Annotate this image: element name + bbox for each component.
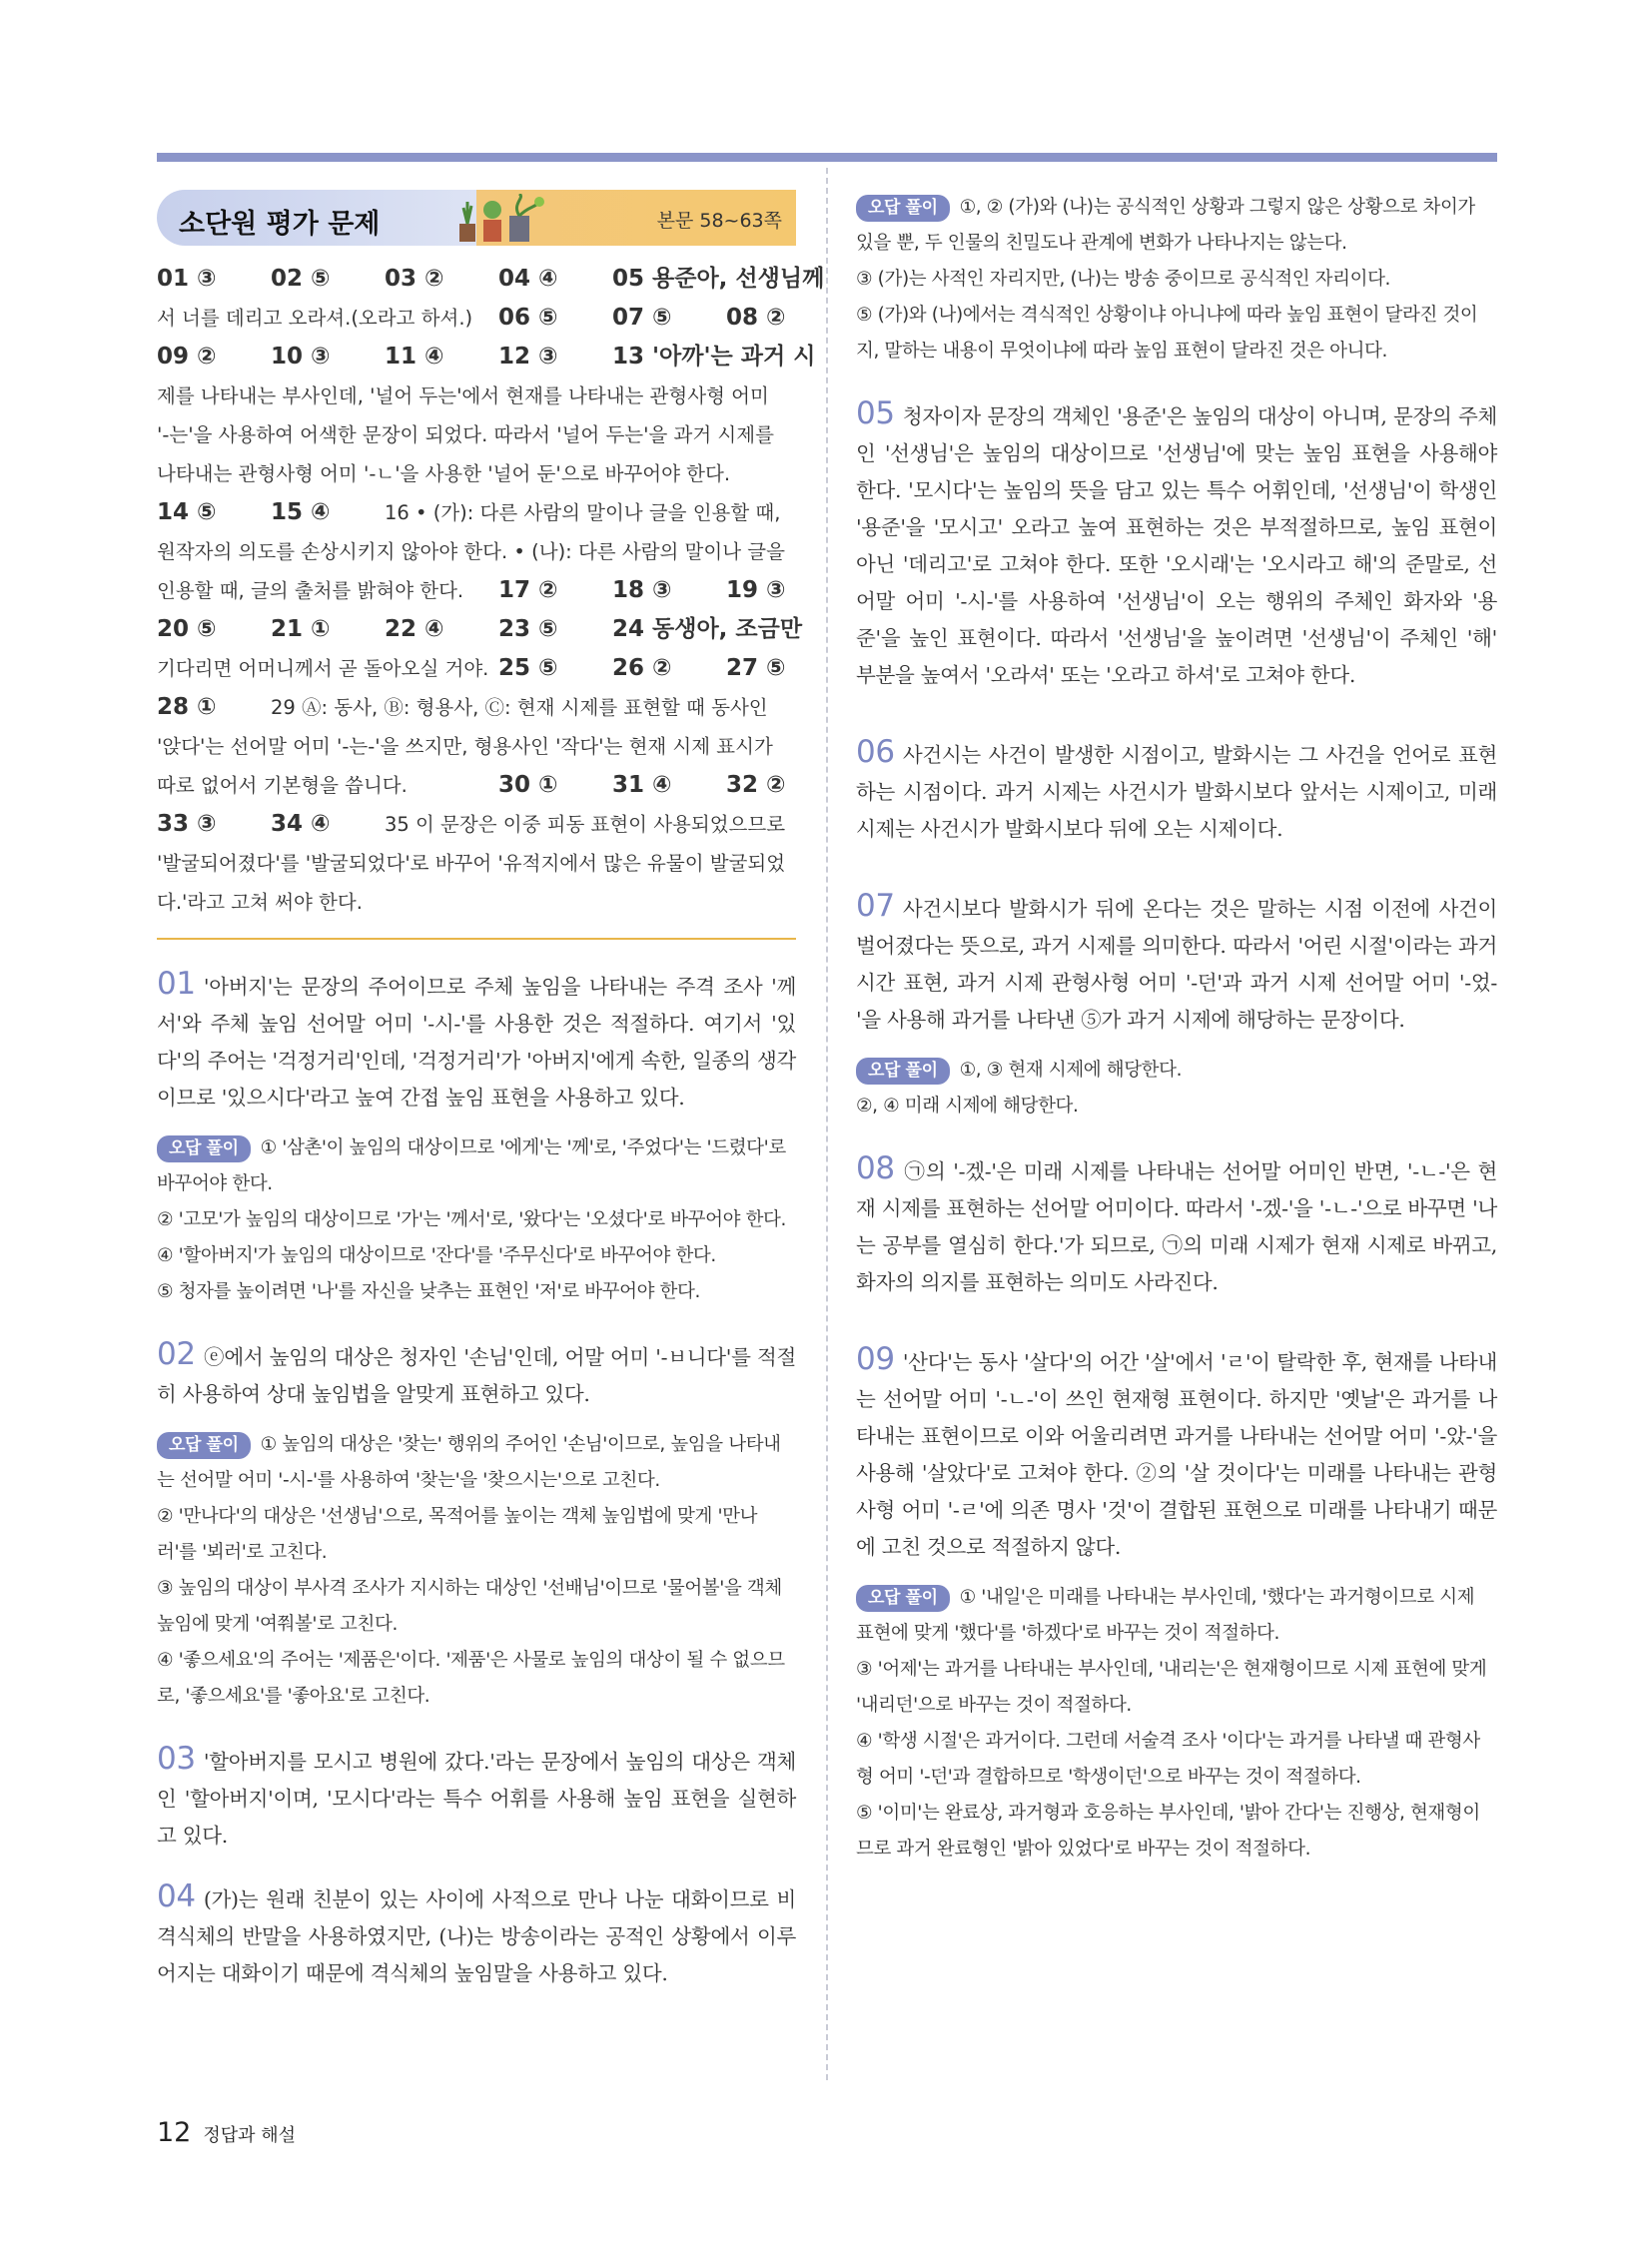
answer-row (157, 493, 796, 532)
note-text: ①, ③ 현재 시제에 해당한다. (959, 1060, 1183, 1081)
note-text: ⑤ (가)와 (나)에서는 격식적인 상황이냐 아니냐에 따라 높임 표현이 달라진 것이지, 말하는 내용이 무엇이냐에 따라 높임 표현이 달라진 것은 아니다. (856, 305, 1478, 362)
answer-item: 04 ④ (498, 266, 558, 292)
explanation-number: 09 (856, 1341, 895, 1377)
answer-item: 28 ① (157, 694, 217, 720)
answer-item: 14 ⑤ (157, 499, 217, 525)
explanation-06 (856, 734, 1497, 848)
explanation-03 (157, 1741, 796, 1855)
explanation-number: 02 (157, 1336, 196, 1372)
explanation-text: '할아버지를 모시고 병원에 갔다.'라는 문장에서 높임의 대상은 객체인 '할아버지'이며, '모시다'라는 특수 어휘를 사용해 높임 표현을 실현하고 있다. (157, 1750, 796, 1848)
section-title: 소단원 평가 문제 (179, 209, 381, 240)
note-text: ②, ④ 미래 시제에 해당한다. (856, 1096, 1079, 1117)
answer-row (157, 260, 825, 299)
answer-item: 27 ⑤ (726, 655, 786, 681)
explanation-text: '아버지'는 문장의 주어이므로 주체 높임을 나타내는 주격 조사 '께서'와 주체 높임 선어말 어미 '-시-'를 사용한 것은 적절하다. 여기서 '있다'의 주어는 '걱정거리'인데, '걱정거리'가 '아버지'에게 속한, 일종의 생각이므로 '있으시다'라고 높여 간접 높임 표현을 사용하고 있다. (157, 975, 796, 1110)
answer-item: 32 ② (726, 772, 786, 798)
wrong-answer-tag: 오답 풀이 (856, 1058, 950, 1085)
answer-row (157, 571, 796, 610)
page-reference: 본문 58~63쪽 (656, 210, 782, 232)
wrong-answer-note (856, 1580, 1497, 1652)
explanation-number: 07 (856, 888, 895, 924)
explanation-02 (157, 1336, 796, 1413)
answer-item: 10 ③ (271, 344, 331, 370)
answer-item: 17 ② (498, 577, 558, 603)
answer-item: 22 ④ (385, 616, 444, 642)
answer-text: 제를 나타내는 부사인데, '널어 두는'에서 현재를 나타내는 관형사형 어미 (157, 384, 769, 407)
answer-item: 24 동생아, 조금만 (612, 616, 803, 642)
answer-item: 09 ② (157, 344, 217, 370)
answer-item: 18 ③ (612, 577, 672, 603)
answer-item: 33 ③ (157, 811, 217, 837)
answer-row (157, 338, 816, 376)
answer-item: 11 ④ (385, 344, 444, 370)
answer-item: 05 용준아, 선생님께 (612, 266, 825, 292)
explanation-number: 01 (157, 966, 196, 1002)
section-banner (157, 190, 796, 246)
explanation-01 (157, 966, 796, 1117)
answer-item: 23 ⑤ (498, 616, 558, 642)
answer-row (157, 688, 796, 727)
wrong-answer-tag: 오답 풀이 (157, 1135, 251, 1162)
answer-item: 16 • (가): 다른 사람의 말이나 글을 인용할 때, (385, 501, 781, 524)
explanation-text: ㉠의 '-겠-'은 미래 시제를 나타내는 선어말 어미인 반면, '-ㄴ-'은 현재 시제를 표현하는 선어말 어미이다. 따라서 '-겠-'을 '-ㄴ-'으로 바꾸면 '나는 공부를 열심히 한다.'가 되므로, ㉠의 미래 시제가 현재 시제로 바뀌고, 화자의 의지를 표현하는 의미도 사라진다. (856, 1159, 1497, 1294)
answer-text: '-는'을 사용하여 어색한 문장이 되었다. 따라서 '널어 두는'을 과거 시제를 (157, 423, 774, 446)
answer-text: 인용할 때, 글의 출처를 밝혀야 한다. (157, 579, 464, 602)
top-rule (157, 153, 1497, 162)
answer-item: 01 ③ (157, 266, 217, 292)
explanation-text: (가)는 원래 친분이 있는 사이에 사적으로 만나 나눈 대화이므로 비격식체의 반말을 사용하였지만, (나)는 방송이라는 공적인 상황에서 이루어지는 대화이기 때문에 격식체의 높임말을 사용하고 있다. (157, 1887, 796, 1985)
right-column (856, 190, 1497, 1868)
answer-item: 31 ④ (612, 772, 672, 798)
answer-text: '앉다'는 선어말 어미 '-는-'을 쓰지만, 형용사인 '작다'는 현재 시제 표시가 (157, 735, 773, 758)
wrong-answer-tag: 오답 풀이 (157, 1432, 251, 1459)
explanation-number: 05 (856, 395, 895, 431)
note-text: ③ (가)는 사적인 자리지만, (나)는 방송 중이므로 공식적인 자리이다. (856, 269, 1391, 290)
footer-label: 정답과 해설 (203, 2125, 297, 2146)
answer-item: 20 ⑤ (157, 616, 217, 642)
note-text: ⑤ 청자를 높이려면 '나'를 자신을 낮추는 표현인 '저'로 바꾸어야 한다. (157, 1281, 700, 1302)
answer-item: 26 ② (612, 655, 672, 681)
note-text: ③ '어제'는 과거를 나타내는 부사인데, '내리는'은 현재형이므로 시제 표현에 맞게 '내리던'으로 바꾸는 것이 적절하다. (856, 1659, 1487, 1716)
answer-item: 19 ③ (726, 577, 786, 603)
answer-text: 기다리면 어머니께서 곧 돌아오실 거야. (157, 657, 489, 680)
answer-grid (157, 260, 825, 922)
explanation-number: 04 (157, 1878, 196, 1914)
answer-text: 다.'라고 고쳐 써야 한다. (157, 891, 363, 914)
left-column (157, 190, 825, 2006)
wrong-answer-note (157, 1130, 796, 1202)
explanation-04 (157, 1878, 796, 1992)
answer-text: '발굴되어졌다'를 '발굴되었다'로 바꾸어 '유적지에서 많은 유물이 발굴되었 (157, 852, 786, 875)
answer-item: 06 ⑤ (498, 305, 558, 331)
answer-item: 07 ⑤ (612, 305, 672, 331)
page-footer (157, 2117, 296, 2148)
explanation-number: 08 (856, 1150, 895, 1186)
note-text: ④ '학생 시절'은 과거이다. 그런데 서술격 조사 '이다'는 과거를 나타낼 때 관형사형 어미 '-던'과 결합하므로 '학생이던'으로 바꾸는 것이 적절하다. (856, 1731, 1480, 1788)
note-text: ⑤ '이미'는 완료상, 과거형과 호응하는 부사인데, '밝아 간다'는 진행상, 현재형이므로 과거 완료형인 '밝아 있었다'로 바꾸는 것이 적절하다. (856, 1803, 1480, 1860)
answer-item: 02 ⑤ (271, 266, 331, 292)
answer-text: 서 너를 데리고 오라셔.(오라고 하셔.) (157, 307, 473, 330)
wrong-answer-note (856, 190, 1497, 262)
section-rule (157, 938, 796, 940)
plant-pots-icon (451, 194, 551, 244)
answer-item: 13 '아까'는 과거 시 (612, 344, 816, 370)
note-text: ② '만나다'의 대상은 '선생님'으로, 목적어를 높이는 객체 높임법에 맞게 '만나러'를 '뵈러'로 고친다. (157, 1506, 758, 1563)
column-divider (826, 168, 828, 2080)
answer-item: 25 ⑤ (498, 655, 558, 681)
answer-row (157, 649, 796, 688)
answer-row (157, 805, 796, 844)
page-number: 12 (157, 2117, 192, 2148)
answer-text: 따로 없어서 기본형을 씁니다. (157, 774, 408, 797)
answer-item: 34 ④ (271, 811, 331, 837)
wrong-answer-tag: 오답 풀이 (856, 1585, 950, 1612)
answer-text: 나타내는 관형사형 어미 '-ㄴ'을 사용한 '널어 둔'으로 바꾸어야 한다. (157, 462, 731, 485)
answer-item: 29 Ⓐ: 동사, Ⓑ: 형용사, Ⓒ: 현재 시제를 표현할 때 동사인 (271, 696, 768, 719)
note-text: ④ '좋으세요'의 주어는 '제품은'이다. '제품'은 사물로 높임의 대상이 될 수 없으므로, '좋으세요'를 '좋아요'로 고친다. (157, 1650, 785, 1707)
explanation-text: 사건시보다 발화시가 뒤에 온다는 것은 말하는 시점 이전에 사건이 벌어졌다는 뜻으로, 과거 시제를 의미한다. 따라서 '어린 시절'이라는 과거 시간 표현, 과거 시제 관형사형 어미 '-던'과 과거 시제 선어말 어미 '-었-'을 사용해 과거를 나타낸 ⑤가 과거 시제에 해당하는 문장이다. (856, 897, 1497, 1032)
answer-row (157, 299, 796, 338)
explanation-text: ⓔ에서 높임의 대상은 청자인 '손님'인데, 어말 어미 '-ㅂ니다'를 적절히 사용하여 상대 높임법을 알맞게 표현하고 있다. (157, 1345, 796, 1406)
explanation-05 (856, 395, 1497, 694)
answer-row (157, 610, 803, 649)
answer-row (157, 766, 796, 805)
note-text: ① '삼촌'이 높임의 대상이므로 '에게'는 '께'로, '주었다'는 '드렸다'로 바꾸어야 한다. (157, 1137, 786, 1194)
explanation-09 (856, 1341, 1497, 1566)
explanation-text: 사건시는 사건이 발생한 시점이고, 발화시는 그 사건을 언어로 표현하는 시점이다. 과거 시제는 사건시가 발화시보다 앞서는 시제이고, 미래 시제는 사건시가 발화시보다 뒤에 오는 시제이다. (856, 743, 1497, 841)
explanation-08 (856, 1150, 1497, 1301)
note-text: ④ '할아버지'가 높임의 대상이므로 '잔다'를 '주무신다'로 바꾸어야 한다. (157, 1245, 716, 1266)
answer-item: 15 ④ (271, 499, 331, 525)
explanation-number: 06 (856, 734, 895, 770)
answer-item: 03 ② (385, 266, 444, 292)
note-text: ① '내일'은 미래를 나타내는 부사인데, '했다'는 과거형이므로 시제 표현에 맞게 '했다'를 '하겠다'로 바꾸는 것이 적절하다. (856, 1587, 1475, 1644)
explanation-number: 03 (157, 1741, 196, 1777)
wrong-answer-note (157, 1427, 796, 1499)
answer-item: 21 ① (271, 616, 331, 642)
answer-item: 35 이 문장은 이중 피동 표현이 사용되었으므로 (385, 813, 786, 836)
explanation-07 (856, 888, 1497, 1039)
note-text: ② '고모'가 높임의 대상이므로 '가'는 '께서'로, '왔다'는 '오셨다'로 바꾸어야 한다. (157, 1209, 786, 1230)
answer-item: 30 ① (498, 772, 558, 798)
note-text: ③ 높임의 대상이 부사격 조사가 지시하는 대상인 '선배님'이므로 '물어볼'을 객체 높임에 맞게 '여쭤볼'로 고친다. (157, 1578, 782, 1635)
answer-item: 12 ③ (498, 344, 558, 370)
note-text: ① 높임의 대상은 '찾는' 행위의 주어인 '손님'이므로, 높임을 나타내는 선어말 어미 '-시-'를 사용하여 '찾는'을 '찾으시는'으로 고친다. (157, 1434, 781, 1491)
explanation-text: '산다'는 동사 '살다'의 어간 '살'에서 'ㄹ'이 탈락한 후, 현재를 나타내는 선어말 어미 '-ㄴ-'이 쓰인 현재형 표현이다. 하지만 '옛날'은 과거를 나타내는 표현이므로 이와 어울리려면 과거를 나타내는 선어말 어미 '-았-'을 사용해 '살았다'로 고쳐야 한다. ②의 '살 것이다'는 미래를 나타내는 관형사형 어미 '-ㄹ'에 의존 명사 '것'이 결합된 표현으로 미래를 나타내기 때문에 고친 것으로 적절하지 않다. (856, 1350, 1497, 1559)
explanation-text: 청자이자 문장의 객체인 '용준'은 높임의 대상이 아니며, 문장의 주체인 '선생님'은 높임의 대상이므로 '선생님'에 맞는 높임 표현을 사용해야 한다. '모시다'는 높임의 뜻을 담고 있는 특수 어휘인데, '선생님'이 학생인 '용준'을 '모시고' 오라고 높여 표현하는 것은 부적절하므로, 높임 표현이 아닌 '데리고'로 고쳐야 한다. 또한 '오시래'는 '오시라고 해'의 준말로, 선어말 어미 '-시-'를 사용하여 '선생님'이 오는 행위의 주체인 화자와 '용준'을 높인 표현이다. 따라서 '선생님'을 높이려면 '선생님'이 주체인 '해' 부분을 높여서 '오라셔' 또는 '오라고 하셔'로 고쳐야 한다. (856, 404, 1497, 687)
wrong-answer-note (856, 1053, 1497, 1089)
note-text: ①, ② (가)와 (나)는 공식적인 상황과 그렇지 않은 상황으로 차이가 있을 뿐, 두 인물의 친밀도나 관계에 변화가 나타나지는 않는다. (856, 197, 1475, 254)
wrong-answer-tag: 오답 풀이 (856, 195, 950, 222)
answer-text: 원작자의 의도를 손상시키지 않아야 한다. • (나): 다른 사람의 말이나 글을 (157, 540, 785, 563)
answer-item: 08 ② (726, 305, 786, 331)
